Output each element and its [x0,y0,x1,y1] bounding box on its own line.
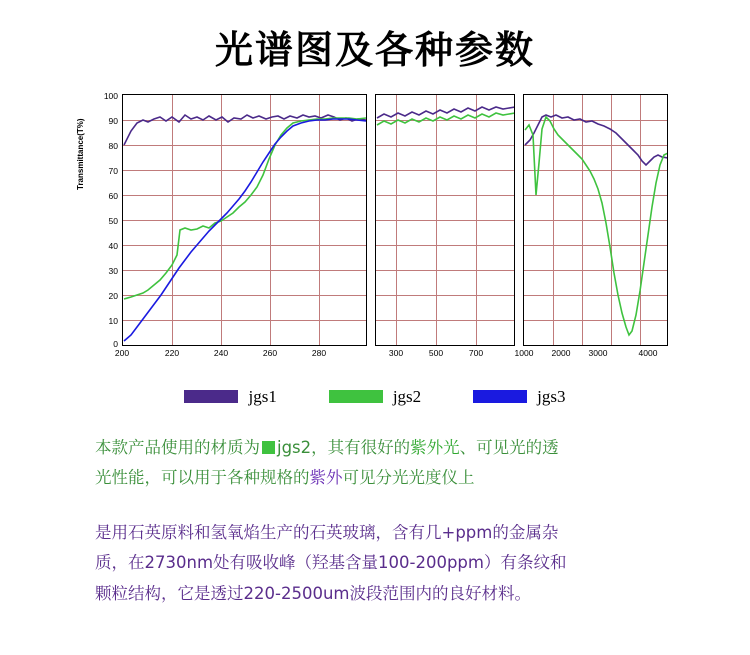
text-run: 、可见光的透 [459,437,559,457]
x-tick: 300 [388,347,404,358]
spectrum-chart [76,90,670,369]
material-swatch-icon [262,441,275,454]
y-tick: 40 [108,240,118,251]
legend-item-jgs3 [473,387,565,407]
y-tick: 10 [108,315,118,326]
page-title: 光谱图及各种参数 [214,28,535,72]
y-axis-label: Transmittance(T%) [76,118,85,190]
description-green [95,433,655,494]
x-tick: 280 [311,347,327,358]
description-green-line-1 [95,433,655,464]
description-purple-line-2: 质，在2730nm处有吸收峰（羟基含量100-200ppm）有条纹和 [95,553,567,573]
legend-swatch-icon [473,390,527,403]
y-tick: 80 [108,140,118,151]
description-purple-line-1: 是用石英原料和氢氧焰生产的石英玻璃，含有几+ppm的金属杂 [95,522,559,542]
x-axis-ticks [114,347,668,362]
x-tick: 700 [468,347,484,358]
x-tick: 500 [428,347,444,358]
x-tick: 3000 [588,347,608,358]
y-tick: 50 [108,215,118,226]
ir-series [524,95,668,346]
uv-panel [122,94,367,346]
text-run: 本款产品使用的材质为 [95,437,260,457]
x-tick: 4000 [638,347,658,358]
legend-swatch-icon [329,390,383,403]
text-run: 光性能，可以用于各种规格的 [95,468,310,488]
vis-series [376,95,515,346]
text-run: 可见分光光度仪上 [342,468,475,488]
description-purple [95,518,655,610]
x-tick: 1000 [514,347,534,358]
chart-panels [122,94,668,346]
y-tick: 100 [103,90,118,101]
legend-label: jgs1 [248,386,277,406]
y-tick: 70 [108,165,118,176]
text-run: jgs2，其有很好的 [277,437,411,457]
legend-label: jgs2 [392,386,422,406]
ir-panel [523,94,668,346]
y-tick: 60 [108,190,118,201]
highlight-uv: 紫外 [309,468,343,488]
description-green-line-2 [95,463,655,494]
x-tick: 2000 [551,347,571,358]
y-axis-ticks [96,90,118,349]
uv-series [123,95,367,346]
y-tick: 0 [113,338,118,349]
legend-item-jgs2 [329,387,421,407]
legend-swatch-icon [184,390,238,403]
x-tick: 220 [164,347,180,358]
legend-item-jgs1 [184,387,276,407]
x-tick: 260 [262,347,278,358]
x-tick: 240 [213,347,229,358]
legend-label: jgs3 [537,386,566,406]
y-tick: 20 [108,290,118,301]
y-tick: 30 [108,265,118,276]
description-purple-line-3: 颗粒结构，它是透过220-2500um波段范围内的良好材料。 [95,583,531,603]
highlight-uv-light: 紫外光 [410,437,460,457]
x-tick: 200 [114,347,130,358]
vis-panel [375,94,515,346]
y-tick: 90 [108,115,118,126]
chart-legend [80,387,670,407]
